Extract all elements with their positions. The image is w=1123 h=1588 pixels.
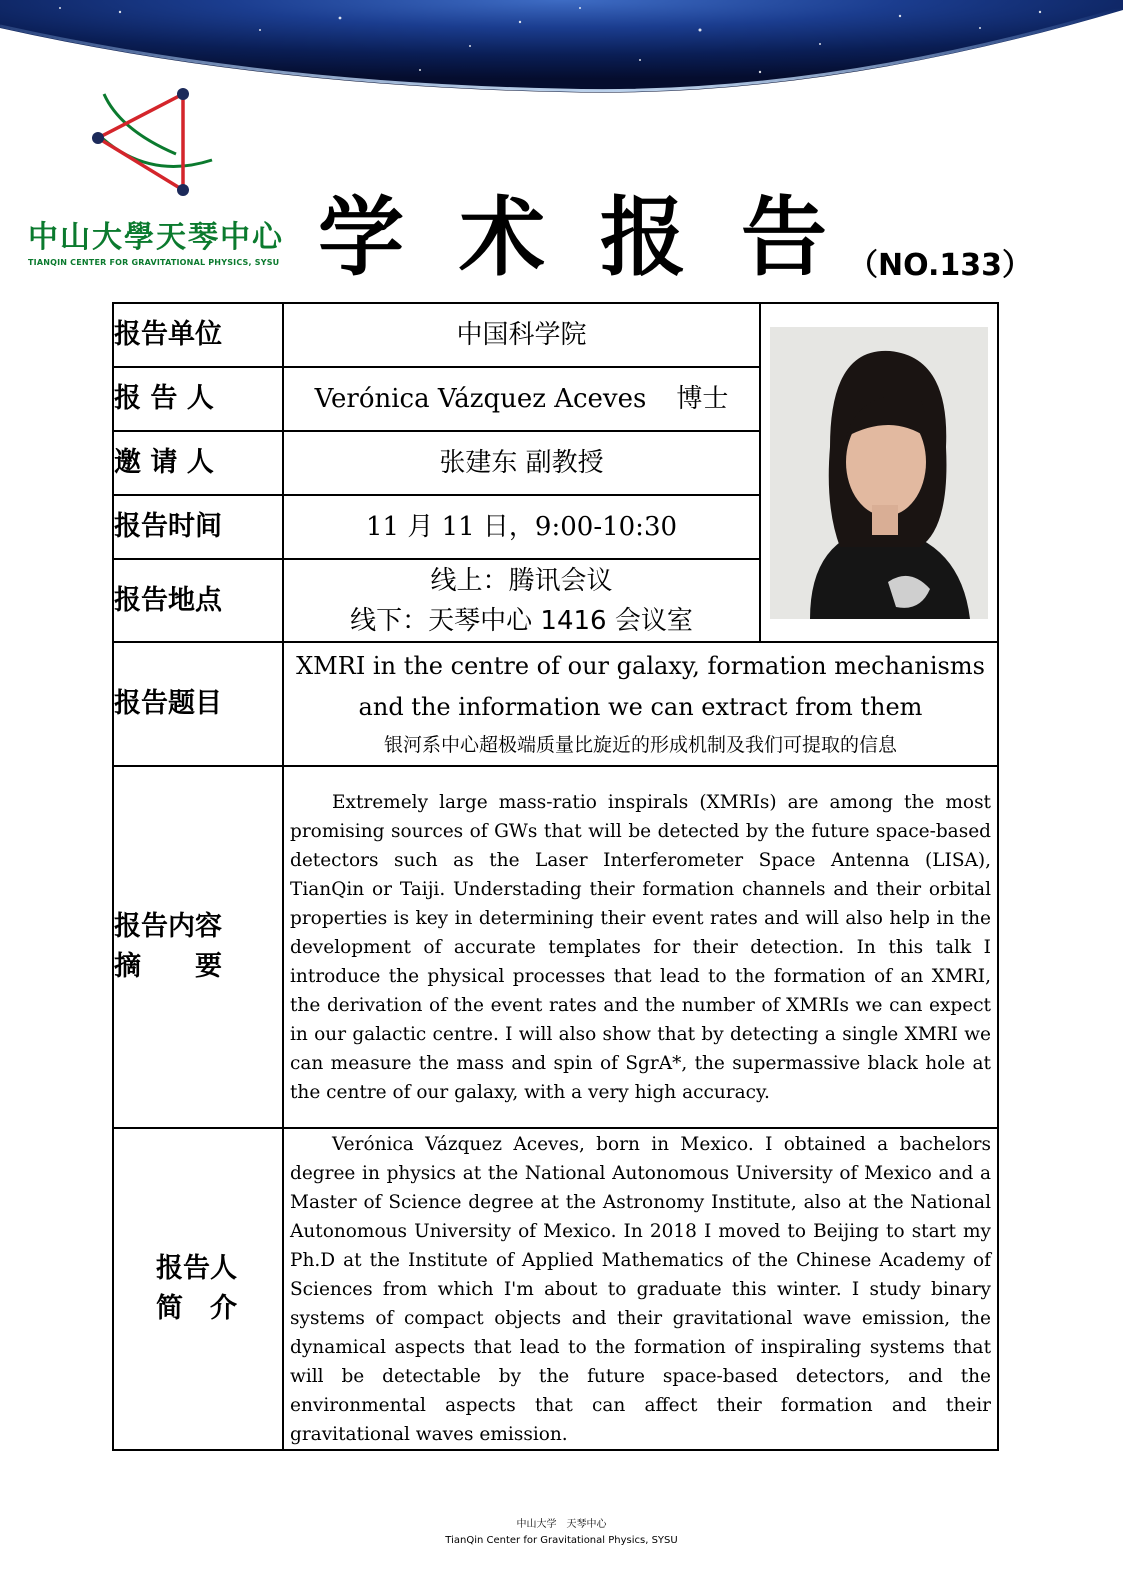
value-bio — [283, 1128, 998, 1450]
speaker-photo — [770, 327, 988, 619]
value-abstract — [283, 766, 998, 1128]
label-topic: 报告题目 — [113, 642, 283, 766]
value-speaker — [283, 367, 760, 431]
bio-text: Verónica Vázquez Aceves, born in Mexico. I obtained a bachelors degree in physics at the National Autonomous University of Mexico and a Master of Science degree at the Astronomy Institute, also at the National Autonomous University of Mexico. In 2018 I moved to Beijing to start my Ph.D at the Institute of Applied Mathematics of the Chinese Academy of Sciences from which I'm about to graduate this winter. I study binary systems of compact objects and their gravitational wave emission, the dynamical aspects that lead to the formation of inspiraling systems that will be detectable by the future space-based detectors, and the environmental aspects that can affect their formation and their gravitational waves emission. — [290, 1133, 991, 1445]
tianqin-logo-icon — [80, 80, 230, 200]
table-row-unit — [113, 303, 998, 367]
label-bio-line1: 报告人 — [156, 1253, 237, 1284]
speaker-degree: 博士 — [676, 384, 729, 414]
label-location: 报告地点 — [113, 559, 283, 642]
org-name-english: TIANQIN CENTER FOR GRAVITATIONAL PHYSICS, SYSU — [28, 258, 280, 267]
label-abstract-line2: 摘 要 — [114, 951, 222, 982]
label-bio — [113, 1128, 283, 1450]
footer-line-2: TianQin Center for Gravitational Physics, SYSU — [445, 1535, 678, 1546]
value-time: 11 月 11 日，9:00-10:30 — [283, 495, 760, 559]
topic-english: XMRI in the centre of our galaxy, formation mechanisms and the information we can extract from them — [296, 651, 985, 721]
label-speaker: 报 告 人 — [113, 367, 283, 431]
label-bio-line2: 简 介 — [156, 1293, 237, 1324]
location-online: 线上：腾讯会议 — [430, 565, 613, 596]
label-abstract-line1: 报告内容 — [114, 911, 222, 942]
value-unit: 中国科学院 — [283, 303, 760, 367]
footer-line-1: 中山大学 天琴中心 — [516, 1519, 607, 1530]
abstract-text: Extremely large mass-ratio inspirals (XMRIs) are among the most promising sources of GWs that will be detected by the future space-based detectors such as the Laser Interferometer Space Antenna (LISA), TianQin or Taiji. Understading their formation channels and their orbital properties is key in determining their event rates and will also help in the development of accurate templates for their detection. In this talk I introduce the physical processes that lead to the formation of an XMRI, the derivation of the event rates and the number of XMRIs we can expect in our galactic centre. I will also show that by detecting a single XMRI we can measure the mass and spin of SgrA*, the supermassive black hole at the centre of our galaxy, with a very high accuracy. — [290, 791, 991, 1103]
table-row-abstract — [113, 766, 998, 1128]
table-row-topic — [113, 642, 998, 766]
speaker-name: Verónica Vázquez Aceves — [314, 384, 647, 414]
photo-cell — [760, 303, 998, 642]
label-inviter: 邀 请 人 — [113, 431, 283, 495]
label-abstract — [113, 766, 283, 1128]
report-number: （NO.133） — [848, 248, 1032, 283]
table-row-bio — [113, 1128, 998, 1450]
location-offline: 线下：天琴中心 1416 会议室 — [350, 605, 693, 636]
value-inviter: 张建东 副教授 — [283, 431, 760, 495]
label-unit: 报告单位 — [113, 303, 283, 367]
page-title: 学术报告 — [318, 188, 882, 288]
topic-chinese: 银河系中心超极端质量比旋近的形成机制及我们可提取的信息 — [383, 733, 897, 756]
speaker-portrait-icon — [770, 327, 988, 619]
value-location — [283, 559, 760, 642]
value-topic — [283, 642, 998, 766]
report-info-table — [112, 302, 999, 1451]
label-time: 报告时间 — [113, 495, 283, 559]
org-name-chinese: 中山大學天琴中心 — [28, 220, 284, 255]
